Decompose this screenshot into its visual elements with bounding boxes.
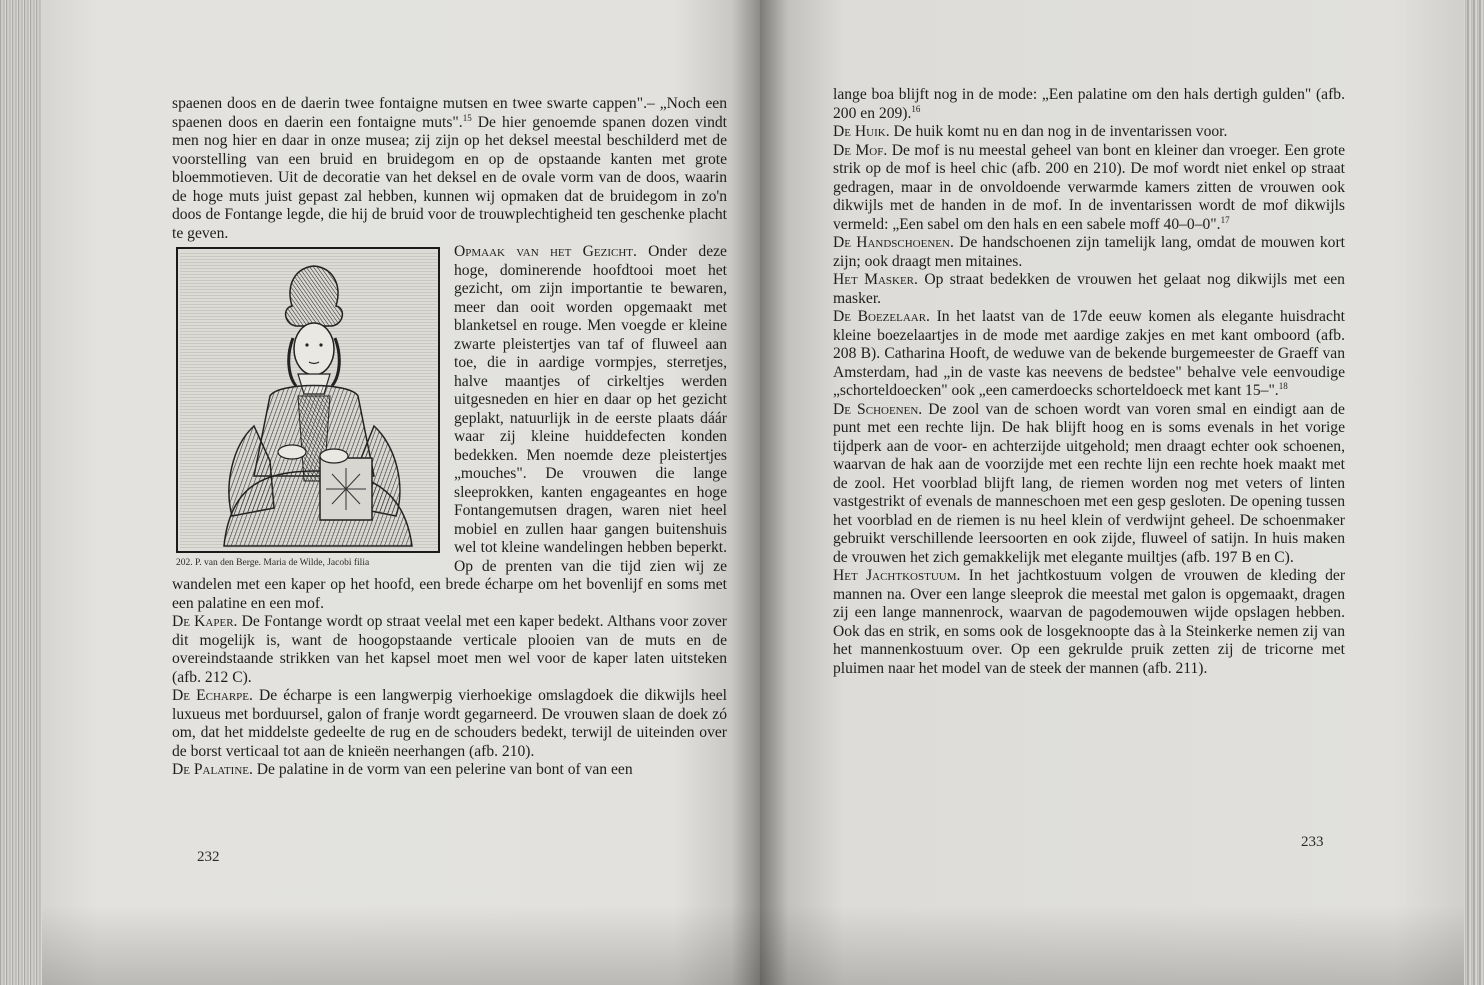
section-heading: De Echarpe. [172,687,253,704]
text-line: „Noch een spaenen doos en daerin een fontaigne muts". [172,95,727,131]
section-body: De huik komt nu en dan nog in de inventarissen voor. [893,123,1228,140]
section-kaper [172,613,727,687]
footnote-ref: 17 [1220,214,1230,225]
section-body: De zool van de schoen wordt van voren smal en eindigt aan de punt met een rechte lijn. De hak blijft hoog en is soms evenals in het vorige tijdperk aan de voor- en achterzijde uitgehold; men draagt echter ook schoenen, waarvan de hak aan de voorzijde met een rechte lijn een rechte hoek maakt met de zool. Het voorblad blijft lang, de riemen worden nog met veters of linten vastgestrikt of evenals de manneschoen met een gesp gesloten. De opening tussen het voorblad en de riemen is nu heel klein of verdwijnt geheel. De schoenmaker gebruikt verschillende leersoorten en ook zijde, fluweel of satijn. In huis maken de vrouwen het zich gemakkelijk met elegante muiltjes (afb. 197 B en C). [833,400,1345,566]
section-heading: De Mof. [833,141,888,159]
section-body: lange boa blijft nog in de mode: „Een palatine om den hals dertigh gulden" (afb. 200 en 209). [833,86,1345,122]
section-body: De Fontange wordt op straat veelal met een kaper bedekt. Althans voor zover dit mogelijk is, want de hoogopstaande verticale plooien van de muts en de overeindstaande strikken van het kapsel moet men wel voor de kaper laten uitsteken (afb. 212 C). [172,613,727,686]
left-page-shadow [42,905,760,985]
right-page-shadow [760,905,1464,985]
figure-caption: 202. P. van den Berge. Maria de Wilde, Jacobi filia [176,558,370,568]
page-edges-left [0,0,46,985]
section-schoenen [833,401,1345,568]
section-body: De handschoenen zijn tamelijk lang, omdat de mouwen kort zijn; ook draagt men mitaines. [833,234,1345,270]
portrait-engraving [174,246,444,555]
section-heading: De Huik. [833,123,890,140]
section-heading: De Handschoenen. [833,234,954,251]
portrait-figure [172,244,448,570]
paragraph-intro [833,86,1345,123]
section-mof [833,142,1345,235]
section-body: In het jachtkostuum volgen de vrouwen de kleding der mannen na. Over een lange sleeprok die meestal met galon is opgemaakt, dragen zij een lange mannenrock, waarvan de pagodemouwen wijde opslagen hebben. Ook das en strik, en soms ook de losgeknoopte das à la Steinkerke nemen zij van het mannenkostuum over. Op een gekrulde pruik zetten zij de tricorne met pluimen naar het model van de steek der mannen (afb. 211). [833,567,1346,677]
section-body: De mof is nu meestal geheel van bont en kleiner dan vroeger. Een grote strik op de mof is heel chic (afb. 200 en 210). De mof wordt niet enkel op straat gedragen, maar in de onvoldoende verwarmde kamers zitten de vrouwen ook dikwijls met de handen in de mof. In de inventarissen wordt de mof dikwijls vermeld: „Een sabel om den hals en een sabele moff 40–0–0". [833,141,1345,233]
section-handschoenen [833,234,1345,271]
section-body: De écharpe is een langwerpig vierhoekige omslagdoek die dikwijls heel luxueus met borduursel, galon of franje wordt gegarneerd. De vrouwen slaan de doek zó om, dat het middelste gedeelte de rug en de schouders bedekt, terwijl de uiteinden over de borst verticaal tot aan de knieën neerhangen (afb. 210). [172,687,727,760]
section-heading: De Schoenen. [833,400,923,418]
section-heading: Het Masker. [833,271,918,288]
text-line: spaenen doos en de daerin twee fontaigne mutsen en twee swarte cappen".– [172,95,655,112]
footnote-ref: 16 [911,103,921,114]
section-heading: De Palatine. [172,761,253,778]
section-body: Onder deze hoge, dominerende hoofdtooi moet het gezicht, om zijn importantie te bewaren, meer dan ooit worden opgemaakt met blanketsel en rouge. Men voegde er kleine zwarte pleistertjes van taf of fluweel aan toe, die in aardige vormpjes, sterretjes, halve maantjes of cirkeltjes werden uitgesneden en hier en daar op het gezicht geplakt, natuurlijk in de eerste plaats dáár waar zij kleine huiddefecten konden bedekken. Men noemde deze pleistertjes „mouches". De vrouwen die lange sleeprokken, kanten engageantes en hoge Fontangemutsen dragen, waren niet heel mobiel en zullen haar gangen buitenshuis wel tot kleine wandelingen hebben beperkt. Op de prenten van die tijd zien wij ze wandelen met een kaper op het hoofd, een brede écharpe om het bovenlijf en soms met een palatine en een mof. [172,243,727,612]
left-page [42,0,760,985]
text-line: De hier genoemde spanen dozen vindt men nog hier en daar in onze musea; zij zijn op het deksel meestal beschilderd met de voorstelling van een bruid en bruidegom en op de opstaande kanten met grote bloemmotieven. Uit de decoratie van het deksel en de ovale vorm van de doos, waarin de hoge muts juist gepast zal hebben, kunnen wij opmaken dat de bruidegom in zo'n doos de Fontange legde, die hij de bruid voor de trouwplechtigheid ten geschenke placht te geven. [172,113,728,242]
section-body: De palatine in de vorm van een pelerine van bont of van een [256,761,633,778]
section-echarpe [172,687,727,761]
section-huik [833,123,1345,142]
section-boezelaar [833,308,1345,401]
page-number-right: 233 [1301,834,1324,850]
section-jachtkostuum [833,567,1345,678]
section-heading: Opmaak van het Gezicht. [454,243,637,260]
right-page [760,0,1464,985]
footnote-ref: 18 [1278,381,1288,391]
section-body: In het laatst van de 17de eeuw komen als elegante huisdracht kleine boezelaartjes in de mode met aardige zakjes en met kant omboord (afb. 208 B). Catharina Hooft, de weduwe van de bekende burgemeester de Graeff van Amsterdam, had „in de vaste kas neevens de bedstee" behalve vele eenvoudige „schorteldoecken" ook „een camerdoecks schorteldoeck met kant 15–". [833,308,1345,399]
left-page-text [172,95,727,780]
section-palatine [172,761,727,780]
footnote-ref: 15 [462,112,472,123]
section-heading: Het Jachtkostuum. [833,567,961,584]
section-heading: De Boezelaar. [833,308,930,325]
section-masker [833,271,1345,308]
section-body: Op straat bedekken de vrouwen het gelaat nog dikwijls met een masker. [833,271,1345,307]
section-heading: De Kaper. [172,613,238,630]
right-page-text [833,86,1345,678]
paragraph-boxes [172,95,727,243]
page-number-left: 232 [197,849,220,865]
